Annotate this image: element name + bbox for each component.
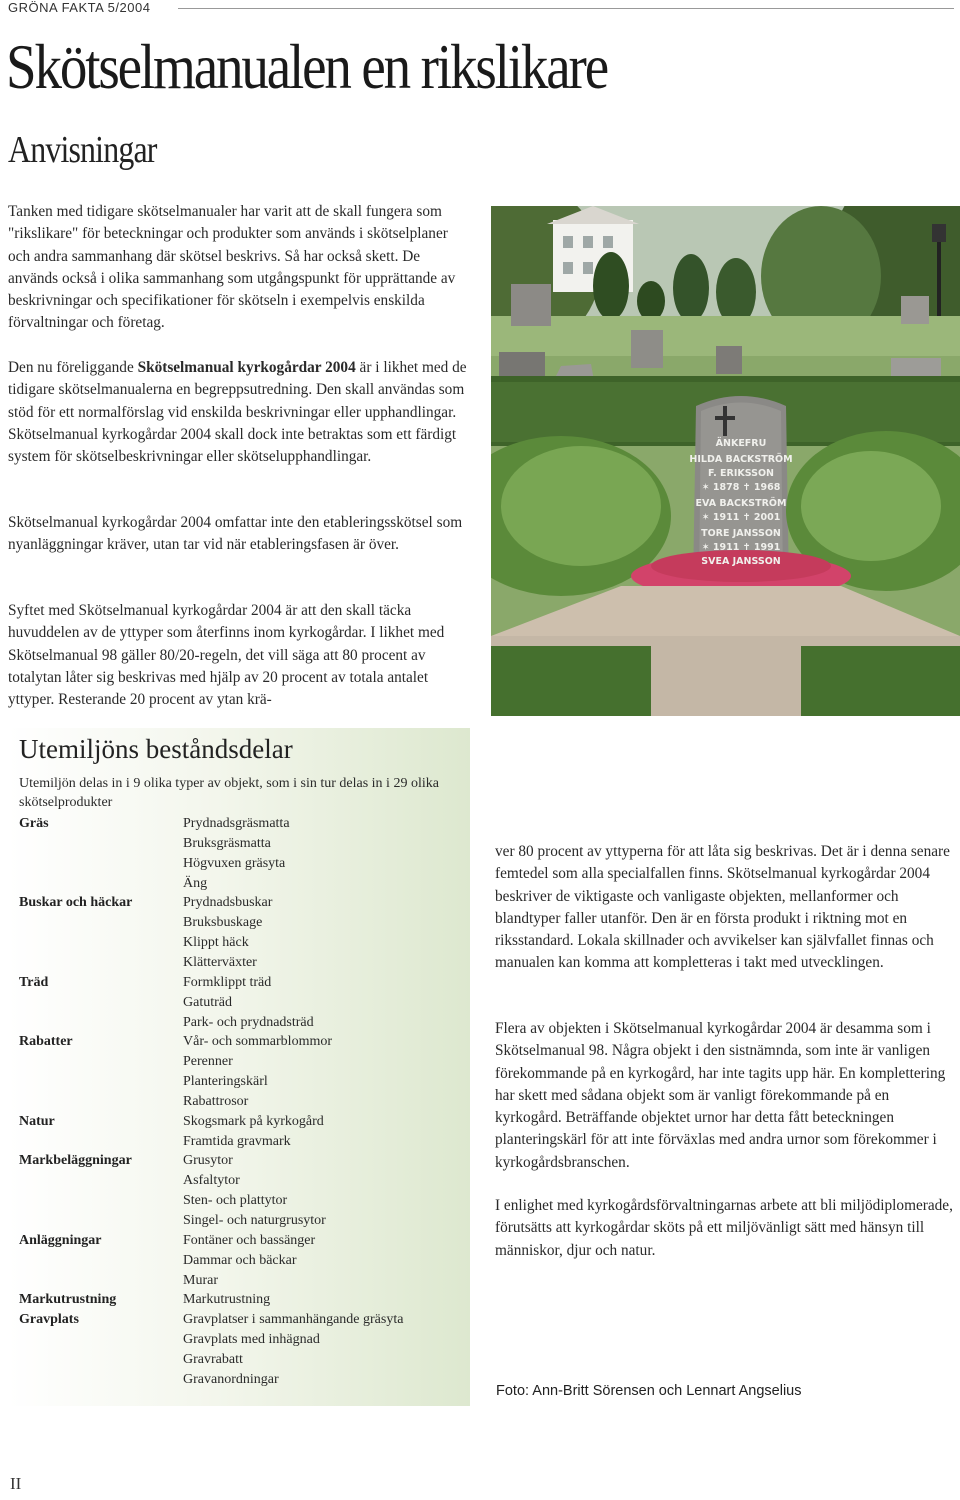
list-item: [8, 953, 470, 973]
list-item: [8, 814, 470, 834]
section-subtitle: Anvisningar: [8, 129, 157, 171]
list-item: [8, 1052, 470, 1072]
list-item: [8, 834, 470, 854]
care-product: Perenner: [183, 1054, 233, 1070]
care-product: Sten- och plattytor: [183, 1193, 288, 1209]
care-product: Planteringskärl: [183, 1074, 268, 1090]
care-product: Prydnadsgräsmatta: [183, 816, 290, 831]
list-item: [8, 1370, 470, 1390]
care-product: Bruksgräsmatta: [183, 835, 271, 851]
care-product: Gatuträd: [183, 994, 232, 1010]
list-item: [8, 1013, 470, 1033]
list-item: [8, 1112, 470, 1132]
care-product: Singel- och naturgrusytor: [183, 1213, 326, 1228]
inscription-line: EVA BACKSTRÖM: [695, 498, 787, 509]
object-category: Buskar och häckar: [19, 895, 133, 911]
list-item: [8, 1251, 470, 1271]
list-item: [8, 1072, 470, 1092]
care-product: Framtida gravmark: [183, 1133, 291, 1149]
list-item: [8, 993, 470, 1013]
object-category: Markbeläggningar: [19, 1153, 132, 1169]
list-item: [8, 1330, 470, 1350]
inscription-line: HILDA BACKSTRÖM: [689, 454, 793, 465]
list-item: [8, 893, 470, 913]
care-product: Park- och prydnadsträd: [183, 1014, 314, 1030]
care-product: Klippt häck: [183, 935, 249, 951]
inscription-line: ✶ 1878 ✝ 1968: [701, 482, 781, 493]
inscription-line: SVEA JANSSON: [701, 556, 781, 567]
care-product: Rabattrosor: [183, 1093, 249, 1109]
list-item: [8, 1132, 470, 1152]
inscription-line: ✶ 1911 ✝ 2001: [701, 512, 781, 523]
paragraph-continuation: ver 80 procent av yttyperna för att låta sig beskrivas. Det är i denna senare femtedel som alla specialfallen finns. Skötselmanual kyrkogårdar 2004 beskriver de viktigaste och vanligaste objekten, mellanformer och blandtyper faller utanför. Den är en första produkt i riktning mot en riksstandard. Lokala skillnader och avvikelser kan självfallet finnas och manualen kan komma att kompletteras i takt med utvecklingen.: [495, 843, 950, 972]
list-item: [8, 1191, 470, 1211]
object-category: Anläggningar: [19, 1232, 102, 1248]
care-product: Skogsmark på kyrkogård: [183, 1113, 324, 1129]
photo-credit: Foto: Ann-Britt Sörensen och Lennart Angselius: [496, 1383, 802, 1399]
care-product: Asfaltytor: [183, 1173, 240, 1189]
care-product: Vår- och sommarblommor: [183, 1034, 333, 1050]
list-item: [8, 1290, 470, 1310]
object-category: Markutrustning: [19, 1292, 117, 1308]
care-product: Gravanordningar: [183, 1371, 279, 1387]
paragraph-objects: Flera av objekten i Skötselmanual kyrkogårdar 2004 är desamma som i Skötselmanual 98. Några objekt i den sistnämnda, som inte är vanligen förekommande på en kyrkogård, har inte tagits upp här. En komplettering har skett med sådana objekt som är vanligt förekommande på en kyrkogård. Beträffande objektet urnor har detta fått beteckningen planteringskärl för att inte förväxlas med andra urnor som förekommer i kyrkogårdsbranschen.: [495, 1020, 946, 1171]
paragraph-purpose: Syftet med Skötselmanual kyrkogårdar 2004 är att den skall täcka huvuddelen av de yttyper som återfinns inom kyrkogårdar. I likhet med Skötselmanual 98 gäller 80/20-regeln, det vill säga att 80 procent av totalytan låter sig beskrivas med hjälp av 20 procent av totala antalet yttyper. Resterande 20 procent av ytan krä-: [8, 602, 445, 709]
care-product: Bruksbuskage: [183, 915, 263, 931]
object-category: Träd: [19, 974, 49, 990]
care-product: Grusytor: [183, 1153, 233, 1169]
care-product: Formklippt träd: [183, 974, 272, 990]
paragraph-text: är i likhet med de tidigare skötselmanualerna en begreppsutredning. Den skall användas som stöd för ett normalförslag vid enskilda beskrivningar eller upphandlingar. Skötselmanual kyrkogårdar 2004 skall dock inte betraktas som ett färdigt system för skötselbeskrivningar eller skötselupphandlingar.: [8, 359, 467, 466]
care-product: Högvuxen gräsyta: [183, 855, 286, 871]
list-item: [8, 1151, 470, 1171]
list-item: [8, 874, 470, 894]
care-product: Prydnadsbuskar: [183, 895, 273, 911]
magazine-issue-label: GRÖNA FAKTA 5/2004: [8, 0, 151, 15]
inscription-line: ✶ 1911 ✝ 1991: [701, 542, 781, 553]
inscription-line: ÄNKEFRU: [715, 438, 767, 449]
sidebar-box: [8, 728, 470, 1406]
list-item: [8, 933, 470, 953]
manual-name-bold: Skötselmanual kyrkogårdar 2004: [137, 359, 356, 376]
list-item: [8, 1271, 470, 1291]
header-rule: [178, 8, 954, 9]
care-product: Markutrustning: [183, 1292, 271, 1308]
object-category: Gräs: [19, 816, 49, 831]
care-product: Gravplatser i sammanhängande gräsyta: [183, 1312, 404, 1328]
paragraph-environment: I enlighet med kyrkogårdsförvaltningarnas arbete att bli miljödiplomerade, förutsätts att kyrkogårdar sköts på ett miljövänligt sätt med hänsyn till människor, djur och natur.: [495, 1197, 953, 1259]
list-item: [8, 1310, 470, 1330]
care-product: Fontäner och bassänger: [183, 1232, 316, 1248]
cemetery-photo: [491, 206, 960, 716]
sidebar-intro: Utemiljön delas in i 9 olika typer av objekt, som i sin tur delas in i 29 olika skötselprodukter: [19, 776, 439, 810]
object-category: Rabatter: [19, 1034, 73, 1050]
paragraph-scope: Skötselmanual kyrkogårdar 2004 omfattar inte den etableringsskötsel som nyanläggningar kräver, utan tar vid när etableringsfasen är över.: [8, 514, 463, 554]
care-product: Dammar och bäckar: [183, 1252, 297, 1268]
care-product: Gravrabatt: [183, 1351, 243, 1367]
list-item: [8, 1171, 470, 1191]
object-category: Gravplats: [19, 1312, 79, 1328]
inscription-line: TORE JANSSON: [701, 528, 781, 539]
object-category: Natur: [19, 1113, 55, 1129]
care-product: Murar: [183, 1272, 218, 1288]
list-item: [8, 854, 470, 874]
care-product: Äng: [183, 875, 208, 891]
page-number: II: [10, 1474, 22, 1493]
sidebar-title: Utemiljöns beståndsdelar: [19, 734, 293, 764]
list-item: [8, 1092, 470, 1112]
paragraph-text: Den nu föreliggande: [8, 359, 138, 376]
list-item: [8, 1231, 470, 1251]
list-item: [8, 1032, 470, 1052]
care-product: Klätterväxter: [183, 954, 257, 970]
list-item: [8, 973, 470, 993]
paragraph-manual-description: [8, 357, 470, 468]
list-item: [8, 1350, 470, 1370]
page-title: Skötselmanualen en rikslikare: [6, 31, 608, 102]
list-item: [8, 1211, 470, 1231]
inscription-line: F. ERIKSSON: [708, 468, 774, 479]
list-item: [8, 913, 470, 933]
care-product: Gravplats med inhägnad: [183, 1332, 320, 1348]
paragraph-intro: Tanken med tidigare skötselmanualer har varit att de skall fungera som "rikslikare" för beteckningar och produkter som används i skötselplaner och andra sammanhang där skötsel beskrivs. Så har också skett. De används också i olika sammanhang som utgångspunkt för upprättande av beskrivningar och specifikationer för skötseln i exempelvis enskilda förvaltningar och företag.: [8, 203, 456, 332]
